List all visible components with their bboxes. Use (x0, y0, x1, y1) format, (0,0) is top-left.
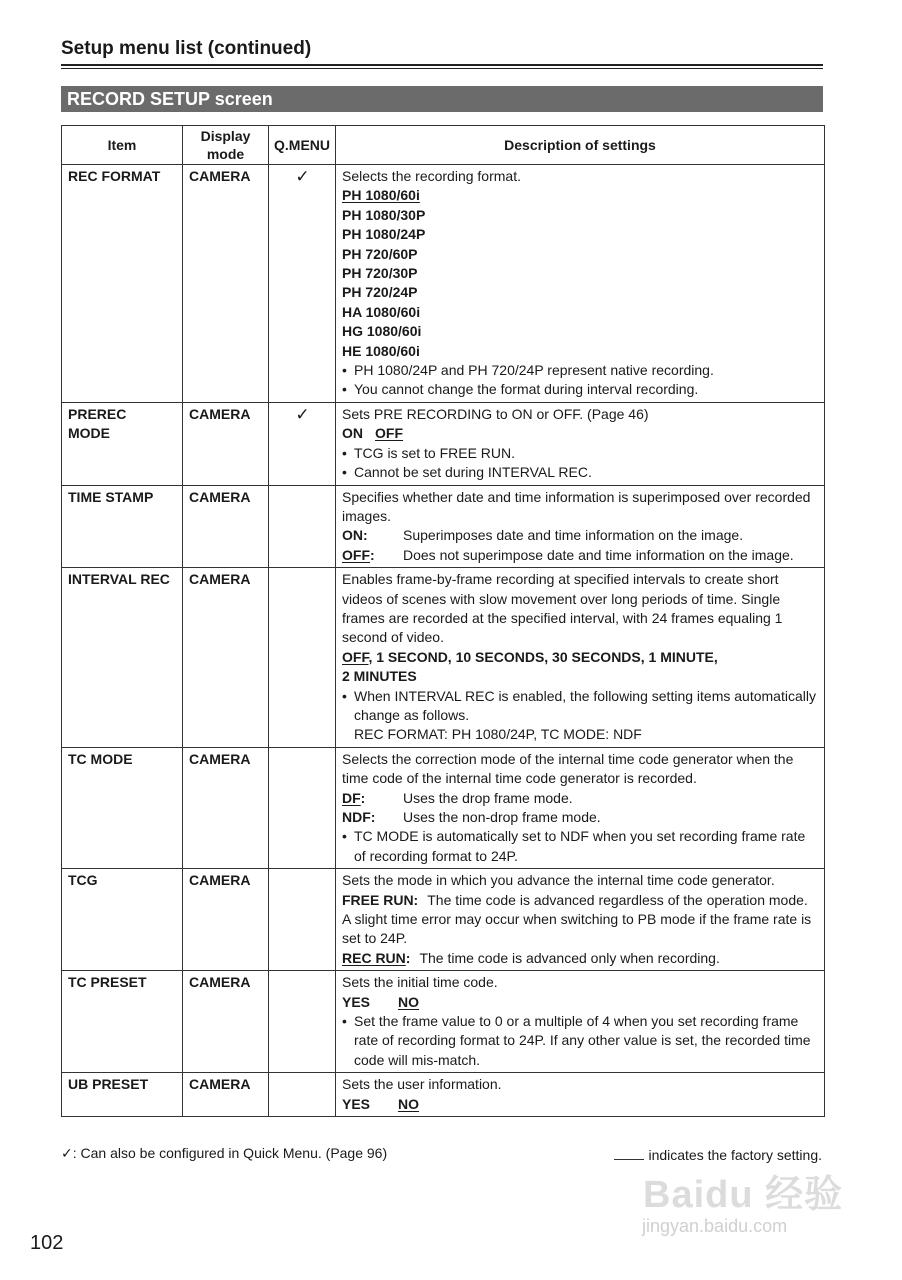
bullet-note: • You cannot change the format during interval recording. (342, 380, 819, 399)
option-definition: NDF: Uses the non-drop frame mode. (342, 809, 601, 825)
qmenu-cell (269, 869, 336, 971)
qmenu-cell (269, 971, 336, 1073)
col-header-item: Item (62, 126, 183, 165)
mode-cell: CAMERA (183, 485, 269, 568)
option-default: NO (398, 993, 420, 1010)
checkmark-icon: ✓ (269, 402, 336, 485)
qmenu-cell (269, 1073, 336, 1117)
item-cell: TIME STAMP (62, 485, 183, 568)
option: HA 1080/60i (342, 303, 421, 320)
qmenu-cell (269, 747, 336, 868)
watermark-url: jingyan.baidu.com (642, 1216, 788, 1236)
options-line: ON OFF (342, 425, 403, 442)
mode-cell: CAMERA (183, 568, 269, 748)
option: PH 1080/24P (342, 226, 426, 243)
options-line: 2 MINUTES (342, 668, 417, 685)
option-definition: REC RUN: The time code is advanced only when recording. (342, 949, 720, 966)
table-row (62, 485, 825, 568)
options-line: YES NO (342, 1095, 420, 1112)
option: PH 720/60P (342, 245, 418, 262)
description-cell: Sets PRE RECORDING to ON or OFF. (Page 46) ON OFF • TCG is set to FREE RUN. • Cannot be set during INTERVAL REC. (336, 402, 825, 485)
option-definition: DF: Uses the drop frame mode. (342, 789, 573, 806)
description-cell: Sets the initial time code. YES NO • Set the frame value to 0 or a multiple of 4 when you set recording frame rate of recording format to 24P. If any other value is set, the recorded time code will mis-match. (336, 971, 825, 1073)
mode-cell: CAMERA (183, 1073, 269, 1117)
option: HG 1080/60i (342, 323, 422, 340)
underline-sample (614, 1147, 644, 1160)
item-cell: REC FORMAT (62, 165, 183, 403)
options-line: YES NO (342, 993, 420, 1010)
title-rule-thin (61, 68, 823, 69)
bullet-subnote: REC FORMAT: PH 1080/24P, TC MODE: NDF (354, 726, 642, 743)
qmenu-cell (269, 568, 336, 748)
page-number: 102 (30, 1232, 64, 1254)
quick-menu-footnote: ✓: Can also be configured in Quick Menu. (Page 96) (61, 1145, 388, 1161)
col-header-description: Description of settings (336, 126, 825, 165)
item-cell: PREREC MODE (62, 402, 183, 485)
table-row (62, 1073, 825, 1117)
mode-cell: CAMERA (183, 971, 269, 1073)
table-row (62, 869, 825, 971)
description-cell: Enables frame-by-frame recording at specified intervals to create short videos of scenes with slow movement over long periods of time. Single frames are recorded at the specified interval, with 24 frames equaling 1 second of video. OFF, 1 SECOND, 10 SECONDS, 30 SECONDS, 1 MINUTE, 2 MINUTES • When INTERVAL REC is enabled, the following setting items automatically change as follows. REC FORMAT: PH 1080/24P, TC MODE: NDF (336, 568, 825, 748)
bullet-note: • Cannot be set during INTERVAL REC. (342, 463, 819, 482)
option: PH 1080/30P (342, 206, 426, 223)
table-row (62, 165, 825, 403)
options-line: OFF, 1 SECOND, 10 SECONDS, 30 SECONDS, 1 MINUTE, (342, 648, 718, 665)
watermark-logo: Baidu 经验 (643, 1174, 844, 1216)
table-row (62, 402, 825, 485)
option-definition: FREE RUN: The time code is advanced regardless of the operation mode. (342, 891, 808, 908)
item-cell: TC PRESET (62, 971, 183, 1073)
settings-table (61, 125, 825, 1117)
title-rule (61, 64, 823, 66)
description-cell: Sets the mode in which you advance the internal time code generator. FREE RUN: The time code is advanced regardless of the operation mode. A slight time error may occur when switching to PB mode if the frame rate is set to 24P. REC RUN: The time code is advanced only when recording. (336, 869, 825, 971)
checkmark-icon: ✓ (269, 165, 336, 403)
description-cell: Specifies whether date and time information is superimposed over recorded images. ON: Superimposes date and time information on the image. OFF: Does not superimpose date and time information on the image. (336, 485, 825, 568)
checkmark-icon: ✓ (61, 1145, 73, 1161)
description-cell: Selects the correction mode of the internal time code generator when the time code of the internal time code generator is recorded. DF: Uses the drop frame mode. NDF: Uses the non-drop frame mode. • TC MODE is automatically set to NDF when you set recording frame rate of recording format to 24P. (336, 747, 825, 868)
mode-cell: CAMERA (183, 165, 269, 403)
running-title: Setup menu list (continued) (61, 38, 312, 59)
table-row (62, 747, 825, 868)
bullet-note: • When INTERVAL REC is enabled, the following setting items automatically change as follows. (342, 687, 819, 726)
option-default: OFF (342, 648, 369, 665)
option: HE 1080/60i (342, 342, 420, 359)
option-definition: OFF: Does not superimpose date and time information on the image. (342, 546, 794, 563)
item-cell: UB PRESET (62, 1073, 183, 1117)
qmenu-cell (269, 485, 336, 568)
section-title: RECORD SETUP screen (61, 86, 823, 112)
item-cell: INTERVAL REC (62, 568, 183, 748)
option-default: PH 1080/60i (342, 187, 420, 204)
item-cell: TCG (62, 869, 183, 971)
option: PH 720/24P (342, 284, 418, 301)
col-header-display-mode: Display mode (183, 126, 269, 165)
col-header-qmenu: Q.MENU (269, 126, 336, 165)
option: PH 720/30P (342, 265, 418, 282)
table-row (62, 971, 825, 1073)
bullet-note: • TCG is set to FREE RUN. (342, 444, 819, 463)
option-default: NO (398, 1095, 420, 1112)
option-definition: ON: Superimposes date and time information on the image. (342, 527, 744, 544)
mode-cell: CAMERA (183, 747, 269, 868)
bullet-note: • PH 1080/24P and PH 720/24P represent native recording. (342, 361, 819, 380)
table-header-row (62, 126, 825, 165)
item-cell: TC MODE (62, 747, 183, 868)
description-cell: Selects the recording format. PH 1080/60i PH 1080/30P PH 1080/24P PH 720/60P PH 720/30P PH 720/24P HA 1080/60i HG 1080/60i HE 1080/60i • PH 1080/24P and PH 720/24P represent native recording. • You cannot change the format during interval recording. (336, 165, 825, 403)
mode-cell: CAMERA (183, 869, 269, 971)
option-default: OFF (375, 425, 403, 442)
factory-setting-note: indicates the factory setting. (614, 1147, 822, 1163)
bullet-note: • TC MODE is automatically set to NDF when you set recording frame rate of recording format to 24P. (342, 827, 819, 866)
bullet-note: • Set the frame value to 0 or a multiple of 4 when you set recording frame rate of recording format to 24P. If any other value is set, the recorded time code will mis-match. (342, 1012, 819, 1070)
description-cell: Sets the user information. YES NO (336, 1073, 825, 1117)
table-row (62, 568, 825, 748)
mode-cell: CAMERA (183, 402, 269, 485)
